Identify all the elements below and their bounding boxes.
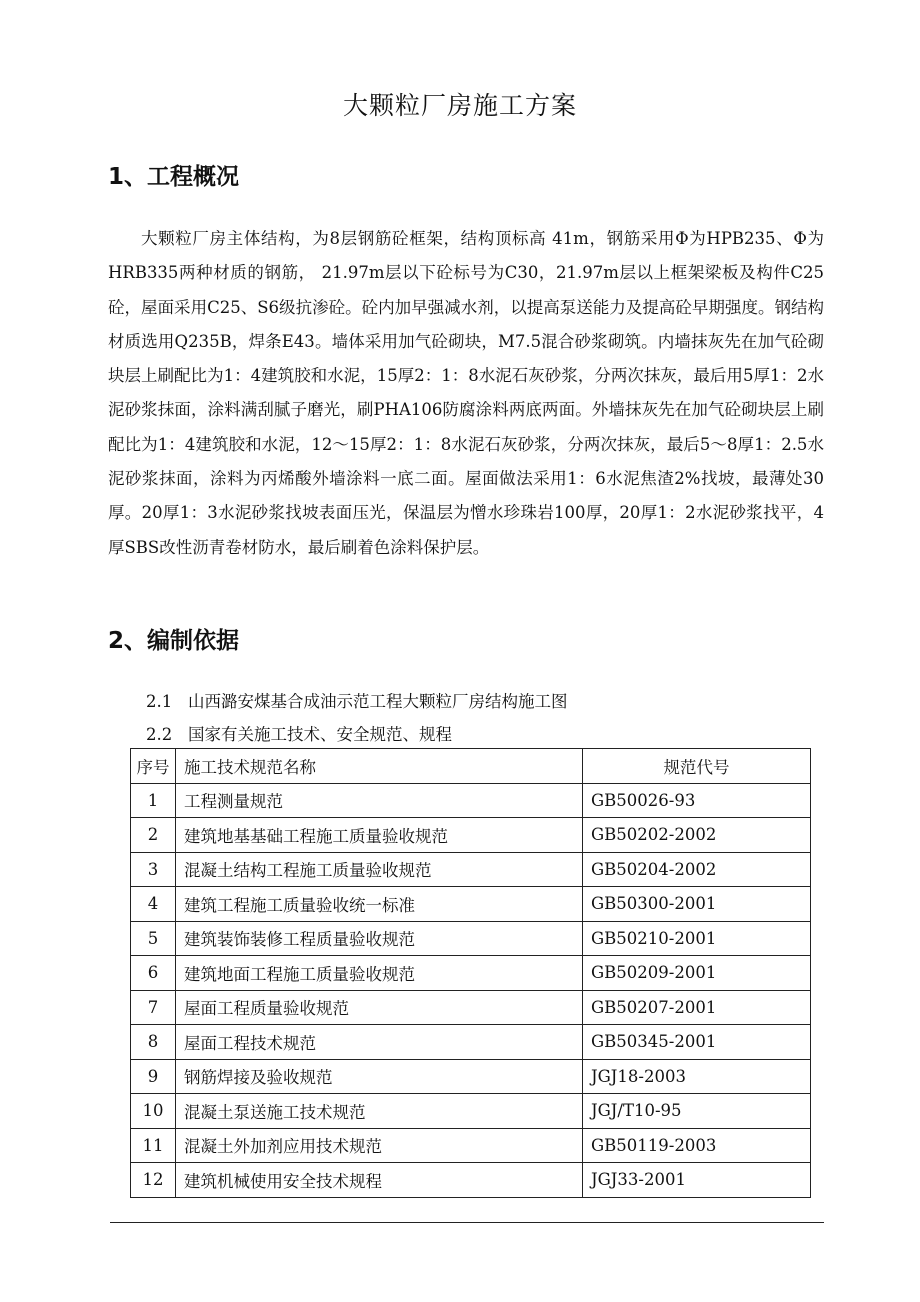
section-2-heading: 2、编制依据: [108, 628, 240, 654]
basis-item-2-1: [146, 688, 568, 712]
table-row: [131, 1094, 811, 1129]
standards-table: [130, 748, 811, 1198]
row-standard-code: JGJ18-2003: [583, 1059, 811, 1094]
table-row: [131, 887, 811, 922]
header-standard-name: 施工技术规范名称: [176, 749, 583, 784]
row-serial-number: 1: [131, 783, 176, 818]
row-serial-number: 9: [131, 1059, 176, 1094]
row-standard-code: GB50300-2001: [583, 887, 811, 922]
row-standard-code: GB50119-2003: [583, 1128, 811, 1163]
row-standard-code: JGJ33-2001: [583, 1163, 811, 1198]
row-standard-name: 建筑装饰装修工程质量验收规范: [176, 921, 583, 956]
table-row: [131, 852, 811, 887]
table-row: [131, 956, 811, 991]
row-standard-name: 混凝土结构工程施工质量验收规范: [176, 852, 583, 887]
row-standard-name: 建筑机械使用安全技术规程: [176, 1163, 583, 1198]
header-standard-code: 规范代号: [583, 749, 811, 784]
row-standard-code: GB50204-2002: [583, 852, 811, 887]
document-title: 大颗粒厂房施工方案: [342, 91, 577, 120]
row-standard-name: 工程测量规范: [176, 783, 583, 818]
section-1-body: 大颗粒厂房主体结构，为8层钢筋砼框架，结构顶标高 41m，钢筋采用Φ为HPB235、Φ为HRB335两种材质的钢筋， 21.97m层以下砼标号为C30，21.97m层以上框架梁板及构件C25砼，屋面采用C25、S6级抗渗砼。砼内加早强减水剂，以提高泵送能力及提高砼早期强度。钢结构材质选用Q235B，焊条E43。墙体采用加气砼砌块，M7.5混合砂浆砌筑。内墙抹灰先在加气砼砌块层上刷配比为1：4建筑胶和水泥，15厚2：1：8水泥石灰砂浆，分两次抹灰，最后用5厚1：2水泥砂浆抹面，涂料满刮腻子磨光，刷PHA106防腐涂料两底两面。外墙抹灰先在加气砼砌块层上刷配比为1：4建筑胶和水泥，12～15厚2：1：8水泥石灰砂浆，分两次抹灰，最后5～8厚1：2.5水泥砂浆抹面，涂料为丙烯酸外墙涂料一底二面。屋面做法采用1：6水泥焦渣2%找坡，最薄处30厚。20厚1：3水泥砂浆找坡表面压光，保温层为憎水珍珠岩100厚，20厚1：2水泥砂浆找平，4厚SBS改性沥青卷材防水，最后刷着色涂料保护层。: [108, 229, 824, 557]
basis-item-text: 山西潞安煤基合成油示范工程大颗粒厂房结构施工图: [188, 692, 568, 711]
table-row: [131, 783, 811, 818]
row-standard-name: 屋面工程技术规范: [176, 1025, 583, 1060]
row-standard-name: 建筑地面工程施工质量验收规范: [176, 956, 583, 991]
row-standard-name: 屋面工程质量验收规范: [176, 990, 583, 1025]
row-serial-number: 8: [131, 1025, 176, 1060]
basis-item-number: 2.1: [146, 692, 173, 711]
basis-item-text: 国家有关施工技术、安全规范、规程: [188, 725, 452, 744]
basis-item-number: 2.2: [146, 725, 173, 744]
row-serial-number: 4: [131, 887, 176, 922]
basis-item-2-2: [146, 721, 452, 745]
table-row: [131, 1163, 811, 1198]
table-row: [131, 1128, 811, 1163]
header-serial-number: 序号: [131, 749, 176, 784]
row-standard-code: GB50207-2001: [583, 990, 811, 1025]
footer-divider: [110, 1222, 824, 1223]
row-serial-number: 5: [131, 921, 176, 956]
row-serial-number: 11: [131, 1128, 176, 1163]
row-standard-name: 混凝土外加剂应用技术规范: [176, 1128, 583, 1163]
row-serial-number: 6: [131, 956, 176, 991]
row-standard-code: GB50202-2002: [583, 818, 811, 853]
row-serial-number: 12: [131, 1163, 176, 1198]
table-row: [131, 921, 811, 956]
row-standard-code: JGJ/T10-95: [583, 1094, 811, 1129]
table-row: [131, 818, 811, 853]
table-row: [131, 1059, 811, 1094]
row-serial-number: 3: [131, 852, 176, 887]
table-header-row: [131, 749, 811, 784]
row-standard-code: GB50210-2001: [583, 921, 811, 956]
row-standard-name: 建筑工程施工质量验收统一标准: [176, 887, 583, 922]
row-standard-name: 建筑地基基础工程施工质量验收规范: [176, 818, 583, 853]
row-standard-name: 钢筋焊接及验收规范: [176, 1059, 583, 1094]
row-standard-code: GB50209-2001: [583, 956, 811, 991]
table-row: [131, 1025, 811, 1060]
row-standard-name: 混凝土泵送施工技术规范: [176, 1094, 583, 1129]
row-standard-code: GB50345-2001: [583, 1025, 811, 1060]
row-serial-number: 10: [131, 1094, 176, 1129]
row-serial-number: 7: [131, 990, 176, 1025]
section-1-heading: 1、工程概况: [108, 164, 240, 190]
table-row: [131, 990, 811, 1025]
row-standard-code: GB50026-93: [583, 783, 811, 818]
row-serial-number: 2: [131, 818, 176, 853]
